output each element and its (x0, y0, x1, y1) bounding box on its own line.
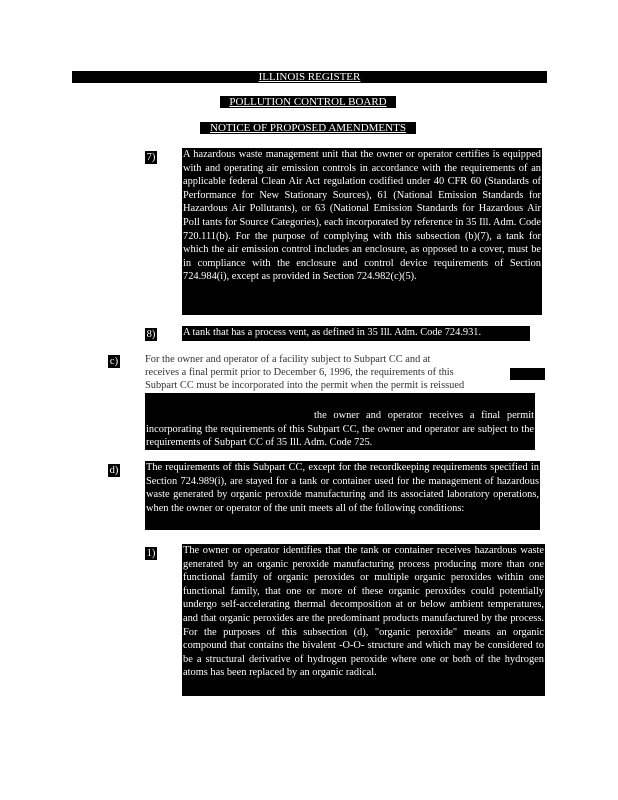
item-1-label: 1) (146, 548, 156, 559)
item-c-redaction-block (145, 393, 535, 410)
notice-title: NOTICE OF PROPOSED AMENDMENTS (200, 122, 416, 134)
item-d-text: The requirements of this Subpart CC, except for the recordkeeping requirements specified in Section 724.989(i), are stayed for a tank or container used for the management of hazardous waste generated by organic peroxide manufacturing and its associated laboratory operations, when the owner or operator of the unit meets all of the following conditions: (145, 461, 540, 530)
item-c-faded-line-1: For the owner and operator of a facility subject to Subpart CC and at (145, 354, 431, 365)
item-c-faded-line-2: receives a final permit prior to December 6, 1996, the requirements of this (145, 367, 454, 378)
item-c-faded-line-3: Subpart CC must be incorporated into the permit when the permit is reissued (145, 380, 465, 391)
item-8-label: 8) (146, 329, 156, 340)
item-1-text: The owner or operator identifies that the tank or container receives hazardous waste generated by an organic peroxide manufacturing process producing more than one functional family of organic peroxides or multiple organic peroxides within one functional family, that one or more of these organic peroxides could potentially undergo self-accelerating thermal decomposition at or below ambient temperatures, and that organic peroxides are the predominant products manufactured by the process. For the purposes of this subsection (d), "organic peroxide" means an organic compound that contains the bivalent -O-O- structure and which may be considered to be a structural derivative of hydrogen peroxide where one or both of the hydrogen atoms has been replaced by an organic radical. (182, 544, 545, 696)
item-7-label: 7) (146, 152, 156, 163)
item-d-label: d) (109, 465, 119, 476)
item-c-tail-text: the owner and operator receives a final permit incorporating the requirements of this Subpart CC, the owner and operator are subject to the requirements of Subpart CC of 35 Ill. Adm. Code 725. (146, 410, 534, 449)
item-8-text: A tank that has a process vent, as defined in 35 Ill. Adm. Code 724.931. (182, 326, 530, 341)
item-7-text: A hazardous waste management unit that the owner or operator certifies is equipped with and operating air emission controls in accordance with the requirements of an applicable federal Clean Air Act regulation codified under 40 CFR 60 (Standards of Performance for New Stationary Sources), 61 (National Emission Standards for Hazardous Air Pollutants), or 63 (National Emission Standards for Hazardous Air Poll tants for Source Categories), each incorporated by reference in 35 Ill. Adm. Code 720.111(b). For the purpose of complying with this subsection (b)(7), a tank for which the air emission control includes an enclosure, as opposed to a cover, must be in compliance with the enclosure and control device requirements of Section 724.984(i), except as provided in Section 724.982(c)(5). (182, 148, 542, 315)
item-c-label: c) (109, 356, 119, 367)
board-title: POLLUTION CONTROL BOARD (220, 96, 396, 108)
register-title: ILLINOIS REGISTER (72, 71, 547, 83)
